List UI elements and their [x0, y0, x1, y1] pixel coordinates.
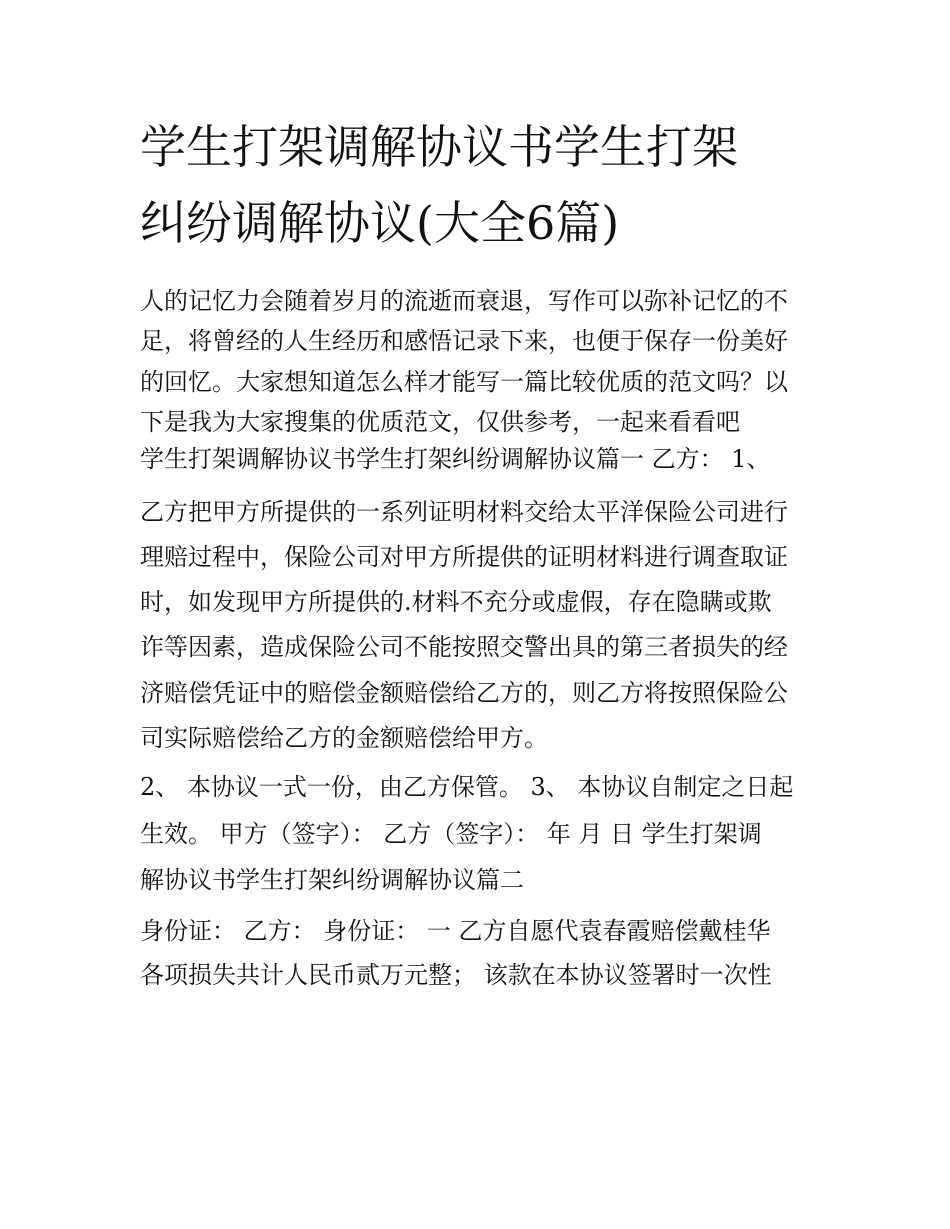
body-text-line: 解协议书学生打架纠纷调解协议篇二 — [140, 866, 524, 894]
body-text-line: 时，如发现甲方所提供的.材料不充分或虚假，存在隐瞒或欺 — [140, 588, 772, 616]
document-title-line-2: 纠纷调解协议(大全6篇) — [140, 196, 620, 250]
body-text-line: 济赔偿凭证中的赔偿金额赔偿给乙方的，则乙方将按照保险公 — [140, 679, 788, 707]
body-text-line: 2、 本协议一式一份，由乙方保管。 3、 本协议自制定之日起 — [140, 773, 794, 801]
body-text-line: 乙方把甲方所提供的一系列证明材料交给太平洋保险公司进行 — [140, 498, 788, 526]
document-title-line-1: 学生打架调解协议书学生打架 — [140, 120, 738, 174]
body-text-line: 身份证： 乙方： 身份证： 一 乙方自愿代袁春霞赔偿戴桂华 — [140, 917, 771, 945]
body-text-line: 下是我为大家搜集的优质范文，仅供参考，一起来看看吧 — [140, 408, 740, 436]
body-text-line: 诈等因素，造成保险公司不能按照交警出具的第三者损失的经 — [140, 633, 788, 661]
body-text-line: 人的记忆力会随着岁月的流逝而衰退，写作可以弥补记忆的不 — [140, 287, 788, 315]
body-text-line: 的回忆。大家想知道怎么样才能写一篇比较优质的范文吗？以 — [140, 368, 788, 396]
body-text-line: 各项损失共计人民币贰万元整； 该款在本协议签署时一次性 — [140, 961, 772, 989]
body-text-line: 司实际赔偿给乙方的金额赔偿给甲方。 — [140, 724, 548, 752]
body-text-line: 生效。 甲方（签字）： 乙方（签字）： 年 月 日 学生打架调 — [140, 820, 762, 848]
body-text-line: 足，将曾经的人生经历和感悟记录下来，也便于保存一份美好 — [140, 327, 788, 355]
body-text-line: 学生打架调解协议书学生打架纠纷调解协议篇一 乙方： 1、 — [140, 445, 771, 473]
body-text-line: 理赔过程中，保险公司对甲方所提供的证明材料进行调查取证 — [140, 543, 788, 571]
